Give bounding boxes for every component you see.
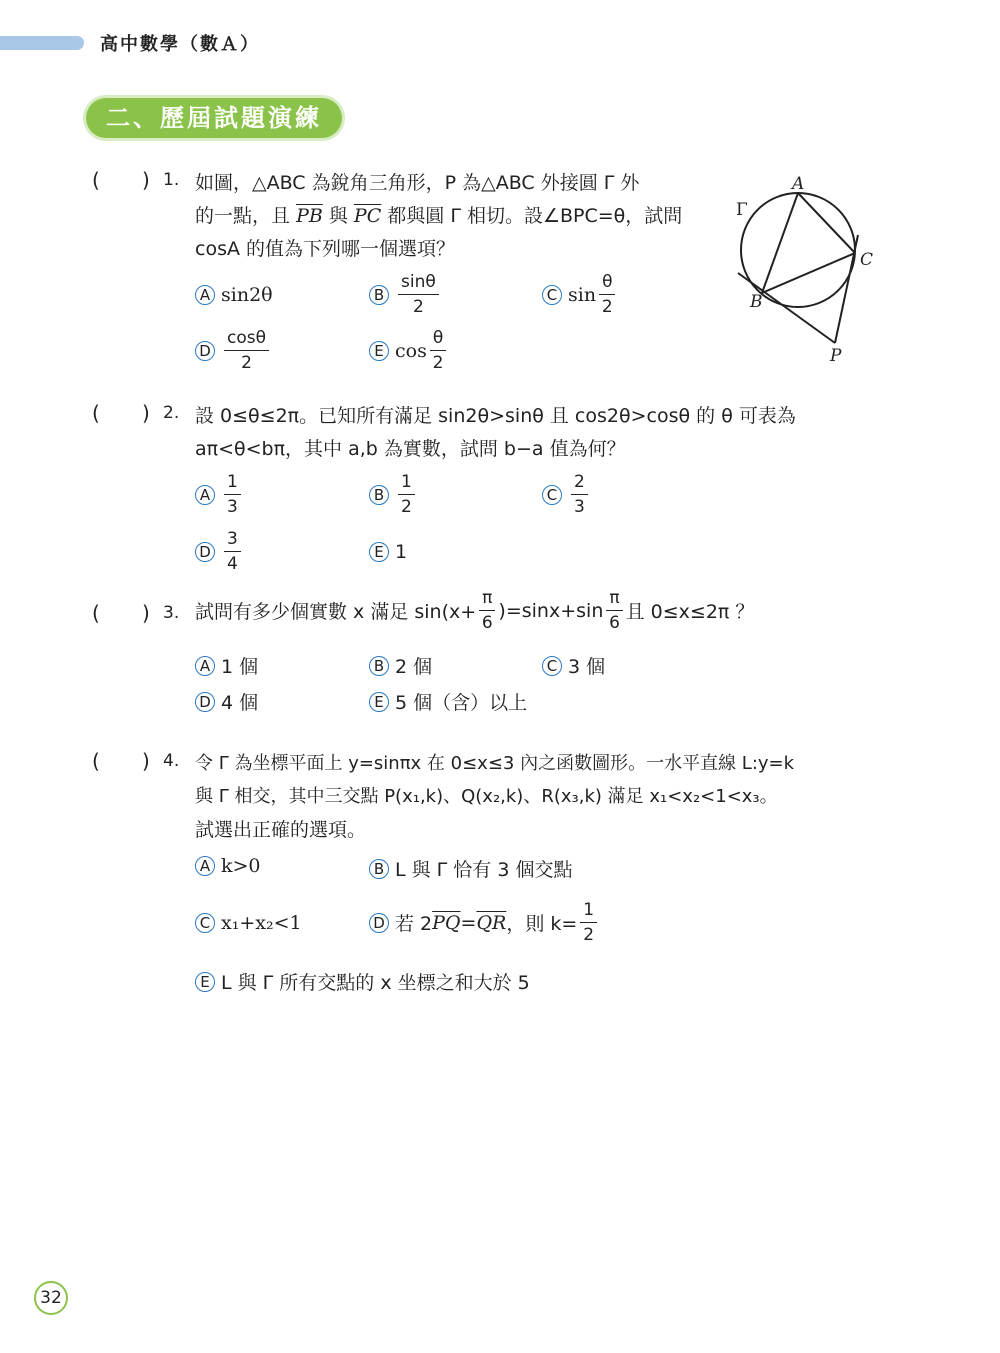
fraction-denominator: 2 <box>601 297 613 317</box>
option-letter-b: B <box>369 859 389 879</box>
option-letter-b: B <box>369 285 389 305</box>
q4-segment-pq: $\overline{PQ}$ <box>432 911 461 934</box>
header-accent-bar <box>0 36 84 50</box>
figure-label-gamma: Γ <box>736 200 748 220</box>
figure-label-p: P <box>830 346 842 366</box>
q4-option-d-prefix: 若 2 <box>395 913 433 935</box>
option-letter-c: C <box>195 913 215 933</box>
q4-answer-paren-close: ) <box>142 749 150 773</box>
q3-number: 3. <box>163 603 180 623</box>
fraction-numerator: 3 <box>224 527 241 552</box>
q3-option-d-text: 4 個 <box>221 692 259 714</box>
q1-option-b-fraction <box>398 270 439 319</box>
q1-line2-part-c: 都與圓 Γ 相切。設∠BPC=θ，試問 <box>387 205 683 227</box>
fraction-numerator: sinθ <box>398 270 439 295</box>
figure-label-c: C <box>860 250 874 270</box>
q4-option-c-text: x₁+x₂<1 <box>221 912 302 934</box>
q2-option-d[interactable] <box>195 527 244 576</box>
fraction-denominator: 4 <box>227 554 238 574</box>
q1-option-c-prefix: sin <box>568 283 597 306</box>
q3-text-part3: 且 0≤x≤2π ？ <box>625 601 755 623</box>
q1-segment-pb: $\overline{PB}$ <box>296 205 323 227</box>
q1-segment-pc: $\overline{PC}$ <box>353 205 382 227</box>
q4-answer-paren-open[interactable]: ( <box>92 749 100 773</box>
fraction-numerator: π <box>606 586 622 611</box>
q1-text-line2 <box>195 201 682 228</box>
option-letter-d: D <box>195 692 215 712</box>
option-letter-d: D <box>369 913 389 933</box>
fraction-numerator: π <box>479 586 495 611</box>
q3-answer-paren-open[interactable]: ( <box>92 601 100 625</box>
section-title: 二、歷屆試題演練 <box>86 98 342 138</box>
fraction-numerator: 2 <box>571 470 588 495</box>
q4-option-b[interactable] <box>369 855 572 882</box>
fraction-denominator: 2 <box>401 497 412 517</box>
q3-fraction-pi-over-6-a <box>479 586 495 635</box>
q3-option-b[interactable] <box>369 652 432 679</box>
figure-label-a: A <box>792 174 805 194</box>
q1-number: 1. <box>163 170 180 190</box>
q3-fraction-pi-over-6-b <box>606 586 622 635</box>
fraction-denominator: 6 <box>481 613 493 633</box>
page-number: 32 <box>34 1281 68 1315</box>
option-letter-a: A <box>195 485 215 505</box>
q3-option-a[interactable] <box>195 652 258 679</box>
fraction-denominator: 3 <box>227 497 238 517</box>
fraction-numerator: 1 <box>580 898 597 923</box>
q2-text-line1: 設 0≤θ≤2π。已知所有滿足 sin2θ>sinθ 且 cos2θ>cosθ 的 θ 可表為 <box>195 405 796 427</box>
q3-option-b-text: 2 個 <box>395 656 433 678</box>
fraction-denominator: 2 <box>432 353 444 373</box>
option-letter-c: C <box>542 285 562 305</box>
figure-label-b: B <box>750 292 763 312</box>
option-letter-c: C <box>542 656 562 676</box>
q2-option-a[interactable] <box>195 470 244 519</box>
q1-option-d[interactable] <box>195 326 272 375</box>
q1-option-a-text: sin2θ <box>221 284 273 306</box>
fraction-denominator: 2 <box>241 353 252 373</box>
q2-number: 2. <box>163 403 180 423</box>
option-letter-a: A <box>195 656 215 676</box>
q4-text-line1: 令 Γ 為坐標平面上 y=sinπx 在 0≤x≤3 內之函數圖形。一水平直線 L:y=k <box>195 753 795 774</box>
option-letter-e: E <box>369 542 389 562</box>
q4-option-d-mid: ，則 k= <box>506 913 578 935</box>
q4-option-b-text: L 與 Γ 恰有 3 個交點 <box>395 859 573 881</box>
q4-option-e[interactable] <box>195 968 530 995</box>
fraction-numerator: 1 <box>224 470 241 495</box>
fraction-numerator: θ <box>430 326 446 351</box>
fraction-denominator: 3 <box>574 497 585 517</box>
q1-figure-circle-diagram <box>720 165 900 375</box>
q1-option-d-fraction <box>224 326 269 375</box>
q2-answer-paren-close: ) <box>142 401 150 425</box>
q4-option-a[interactable] <box>195 855 261 877</box>
q1-text-line3: cosA 的值為下列哪一個選項？ <box>195 238 456 260</box>
option-letter-b: B <box>369 656 389 676</box>
q1-answer-paren-open[interactable]: ( <box>92 168 100 192</box>
q3-option-e-text: 5 個（含）以上 <box>395 692 528 714</box>
q4-option-d-equals: = <box>460 911 477 934</box>
q1-option-e[interactable] <box>369 326 449 375</box>
q1-option-b[interactable] <box>369 270 442 319</box>
q3-text-part1: 試問有多少個實數 x 滿足 sin(x+ <box>195 601 477 623</box>
q4-text-line2: 與 Γ 相交，其中三交點 P(x₁,k)、Q(x₂,k)、R(x₃,k) 滿足 x₁<x₂<1<x₃。 <box>195 786 778 807</box>
fraction-numerator: 1 <box>398 470 415 495</box>
option-letter-e: E <box>195 972 215 992</box>
q1-option-c-fraction <box>599 270 615 319</box>
option-letter-e: E <box>369 341 389 361</box>
fraction-numerator: θ <box>599 270 615 295</box>
q2-option-d-fraction <box>224 527 241 576</box>
q4-number: 4. <box>163 751 180 771</box>
q3-option-d[interactable] <box>195 688 258 715</box>
q2-option-b-fraction <box>398 470 415 519</box>
q1-answer-paren-close: ) <box>142 168 150 192</box>
option-letter-d: D <box>195 542 215 562</box>
q4-option-d[interactable] <box>369 898 600 947</box>
q3-text-part2: )=sinx+sin <box>498 599 604 622</box>
option-letter-e: E <box>369 692 389 712</box>
q4-option-e-text: L 與 Γ 所有交點的 x 坐標之和大於 5 <box>221 972 530 994</box>
q2-answer-paren-open[interactable]: ( <box>92 401 100 425</box>
q1-option-e-fraction <box>430 326 446 375</box>
q1-text-line1: 如圖，△ABC 為銳角三角形，P 為△ABC 外接圓 Γ 外 <box>195 172 640 194</box>
option-letter-a: A <box>195 856 215 876</box>
q3-option-e[interactable] <box>369 688 527 715</box>
q1-option-c[interactable] <box>542 270 618 319</box>
triangle-side-ac <box>798 193 855 253</box>
q1-line2-part-b: 與 <box>328 205 348 227</box>
option-letter-a: A <box>195 285 215 305</box>
fraction-numerator: cosθ <box>224 326 269 351</box>
option-letter-c: C <box>542 485 562 505</box>
option-letter-b: B <box>369 485 389 505</box>
q4-option-c[interactable] <box>195 912 302 934</box>
q3-option-c[interactable] <box>542 652 605 679</box>
q2-option-a-fraction <box>224 470 241 519</box>
fraction-denominator: 6 <box>609 613 620 633</box>
q3-option-c-text: 3 個 <box>568 656 606 678</box>
header-title: 高中數學（數Ａ） <box>100 34 260 55</box>
circumcircle-gamma <box>741 193 855 307</box>
fraction-denominator: 2 <box>583 925 595 945</box>
fraction-denominator: 2 <box>412 297 424 317</box>
q2-option-e[interactable] <box>369 541 407 563</box>
triangle-side-ab <box>762 193 798 293</box>
q2-option-b[interactable] <box>369 470 418 519</box>
q4-text-line3: 試選出正確的選項。 <box>195 819 367 841</box>
q3-option-a-text: 1 個 <box>221 656 259 678</box>
option-letter-d: D <box>195 341 215 361</box>
q1-option-e-prefix: cos <box>395 339 427 362</box>
q4-option-a-text: k>0 <box>221 855 261 877</box>
q2-option-e-text: 1 <box>395 541 408 563</box>
q2-option-c[interactable] <box>542 470 591 519</box>
q2-text-line2: aπ<θ<bπ，其中 a,b 為實數，試問 b−a 值為何？ <box>195 438 626 460</box>
q1-option-a[interactable] <box>195 284 273 306</box>
q3-answer-paren-close: ) <box>142 601 150 625</box>
q1-line2-part-a: 的一點，且 <box>195 205 291 227</box>
q4-option-d-fraction <box>580 898 597 947</box>
q2-option-c-fraction <box>571 470 588 519</box>
q4-segment-qr: $\overline{QR}$ <box>476 911 507 934</box>
q3-text-line1 <box>195 586 754 635</box>
